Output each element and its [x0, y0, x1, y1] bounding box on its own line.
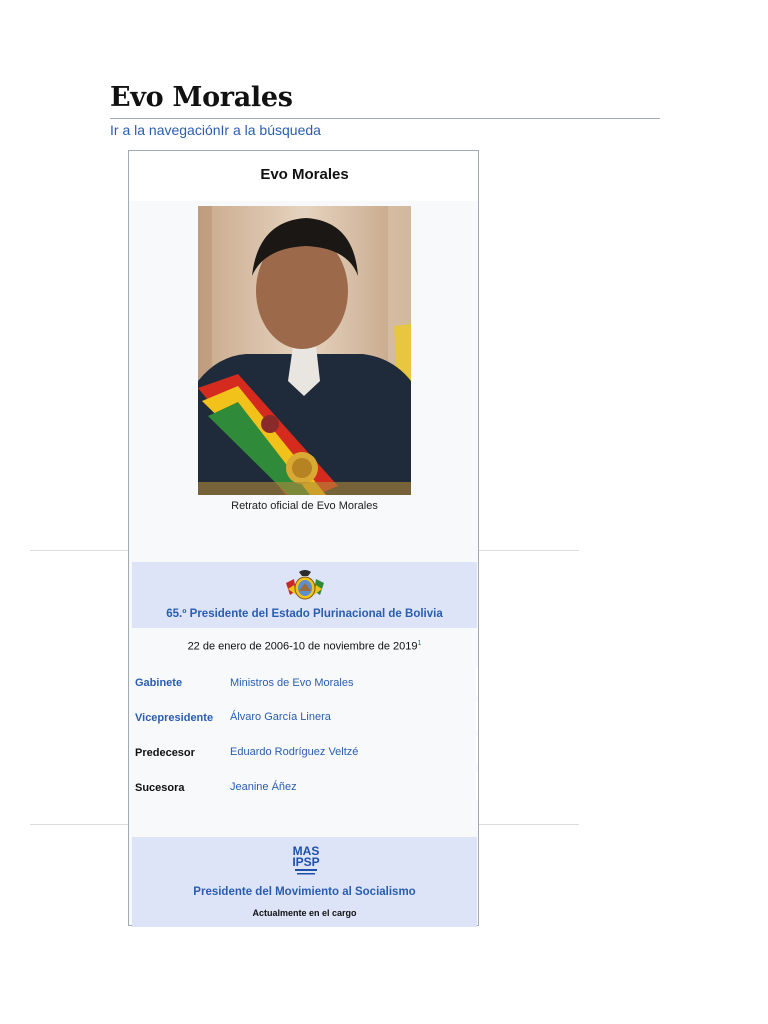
office-title[interactable]: 65.º Presidente del Estado Plurinacional de Bolivia — [166, 608, 443, 620]
skip-to-navigation-link[interactable]: Ir a la navegación — [110, 122, 221, 138]
party-logo-text-1: MAS — [292, 845, 320, 858]
coat-of-arms-icon[interactable] — [284, 569, 326, 603]
row-divider — [476, 771, 478, 799]
party-title[interactable]: Presidente del Movimiento al Socialismo — [193, 886, 416, 898]
reference-link[interactable]: 1 — [417, 640, 422, 647]
row-divider — [476, 702, 478, 730]
row-value-sucesora[interactable]: Jeanine Áñez — [230, 781, 297, 793]
row-divider — [476, 667, 478, 695]
portrait-caption: Retrato oficial de Evo Morales — [231, 500, 378, 512]
row-value-predecesor[interactable]: Eduardo Rodríguez Veltzé — [230, 746, 359, 758]
row-label-sucesora: Sucesora — [135, 782, 185, 794]
party-logo-text-2: IPSP — [292, 855, 320, 869]
infobox-name: Evo Morales — [260, 166, 349, 183]
row-divider — [476, 736, 478, 764]
skip-links — [110, 122, 321, 138]
row-label-vicepresidente[interactable]: Vicepresidente — [135, 712, 214, 724]
row-label-gabinete[interactable]: Gabinete — [135, 677, 183, 689]
infobox — [128, 150, 479, 926]
party-logo[interactable] — [285, 845, 327, 877]
title-divider — [110, 118, 660, 119]
term-dates — [129, 640, 480, 653]
portrait-image[interactable] — [198, 206, 411, 495]
row-value-gabinete[interactable]: Ministros de Evo Morales — [230, 677, 354, 689]
status-text: Actualmente en el cargo — [252, 908, 357, 918]
term-text: 22 de enero de 2006-10 de noviembre de 2019 — [187, 640, 418, 653]
row-value-vicepresidente[interactable]: Álvaro García Linera — [230, 711, 331, 723]
skip-to-search-link[interactable]: Ir a la búsqueda — [220, 122, 321, 138]
row-label-predecesor: Predecesor — [135, 747, 195, 759]
page-title: Evo Morales — [110, 82, 293, 113]
